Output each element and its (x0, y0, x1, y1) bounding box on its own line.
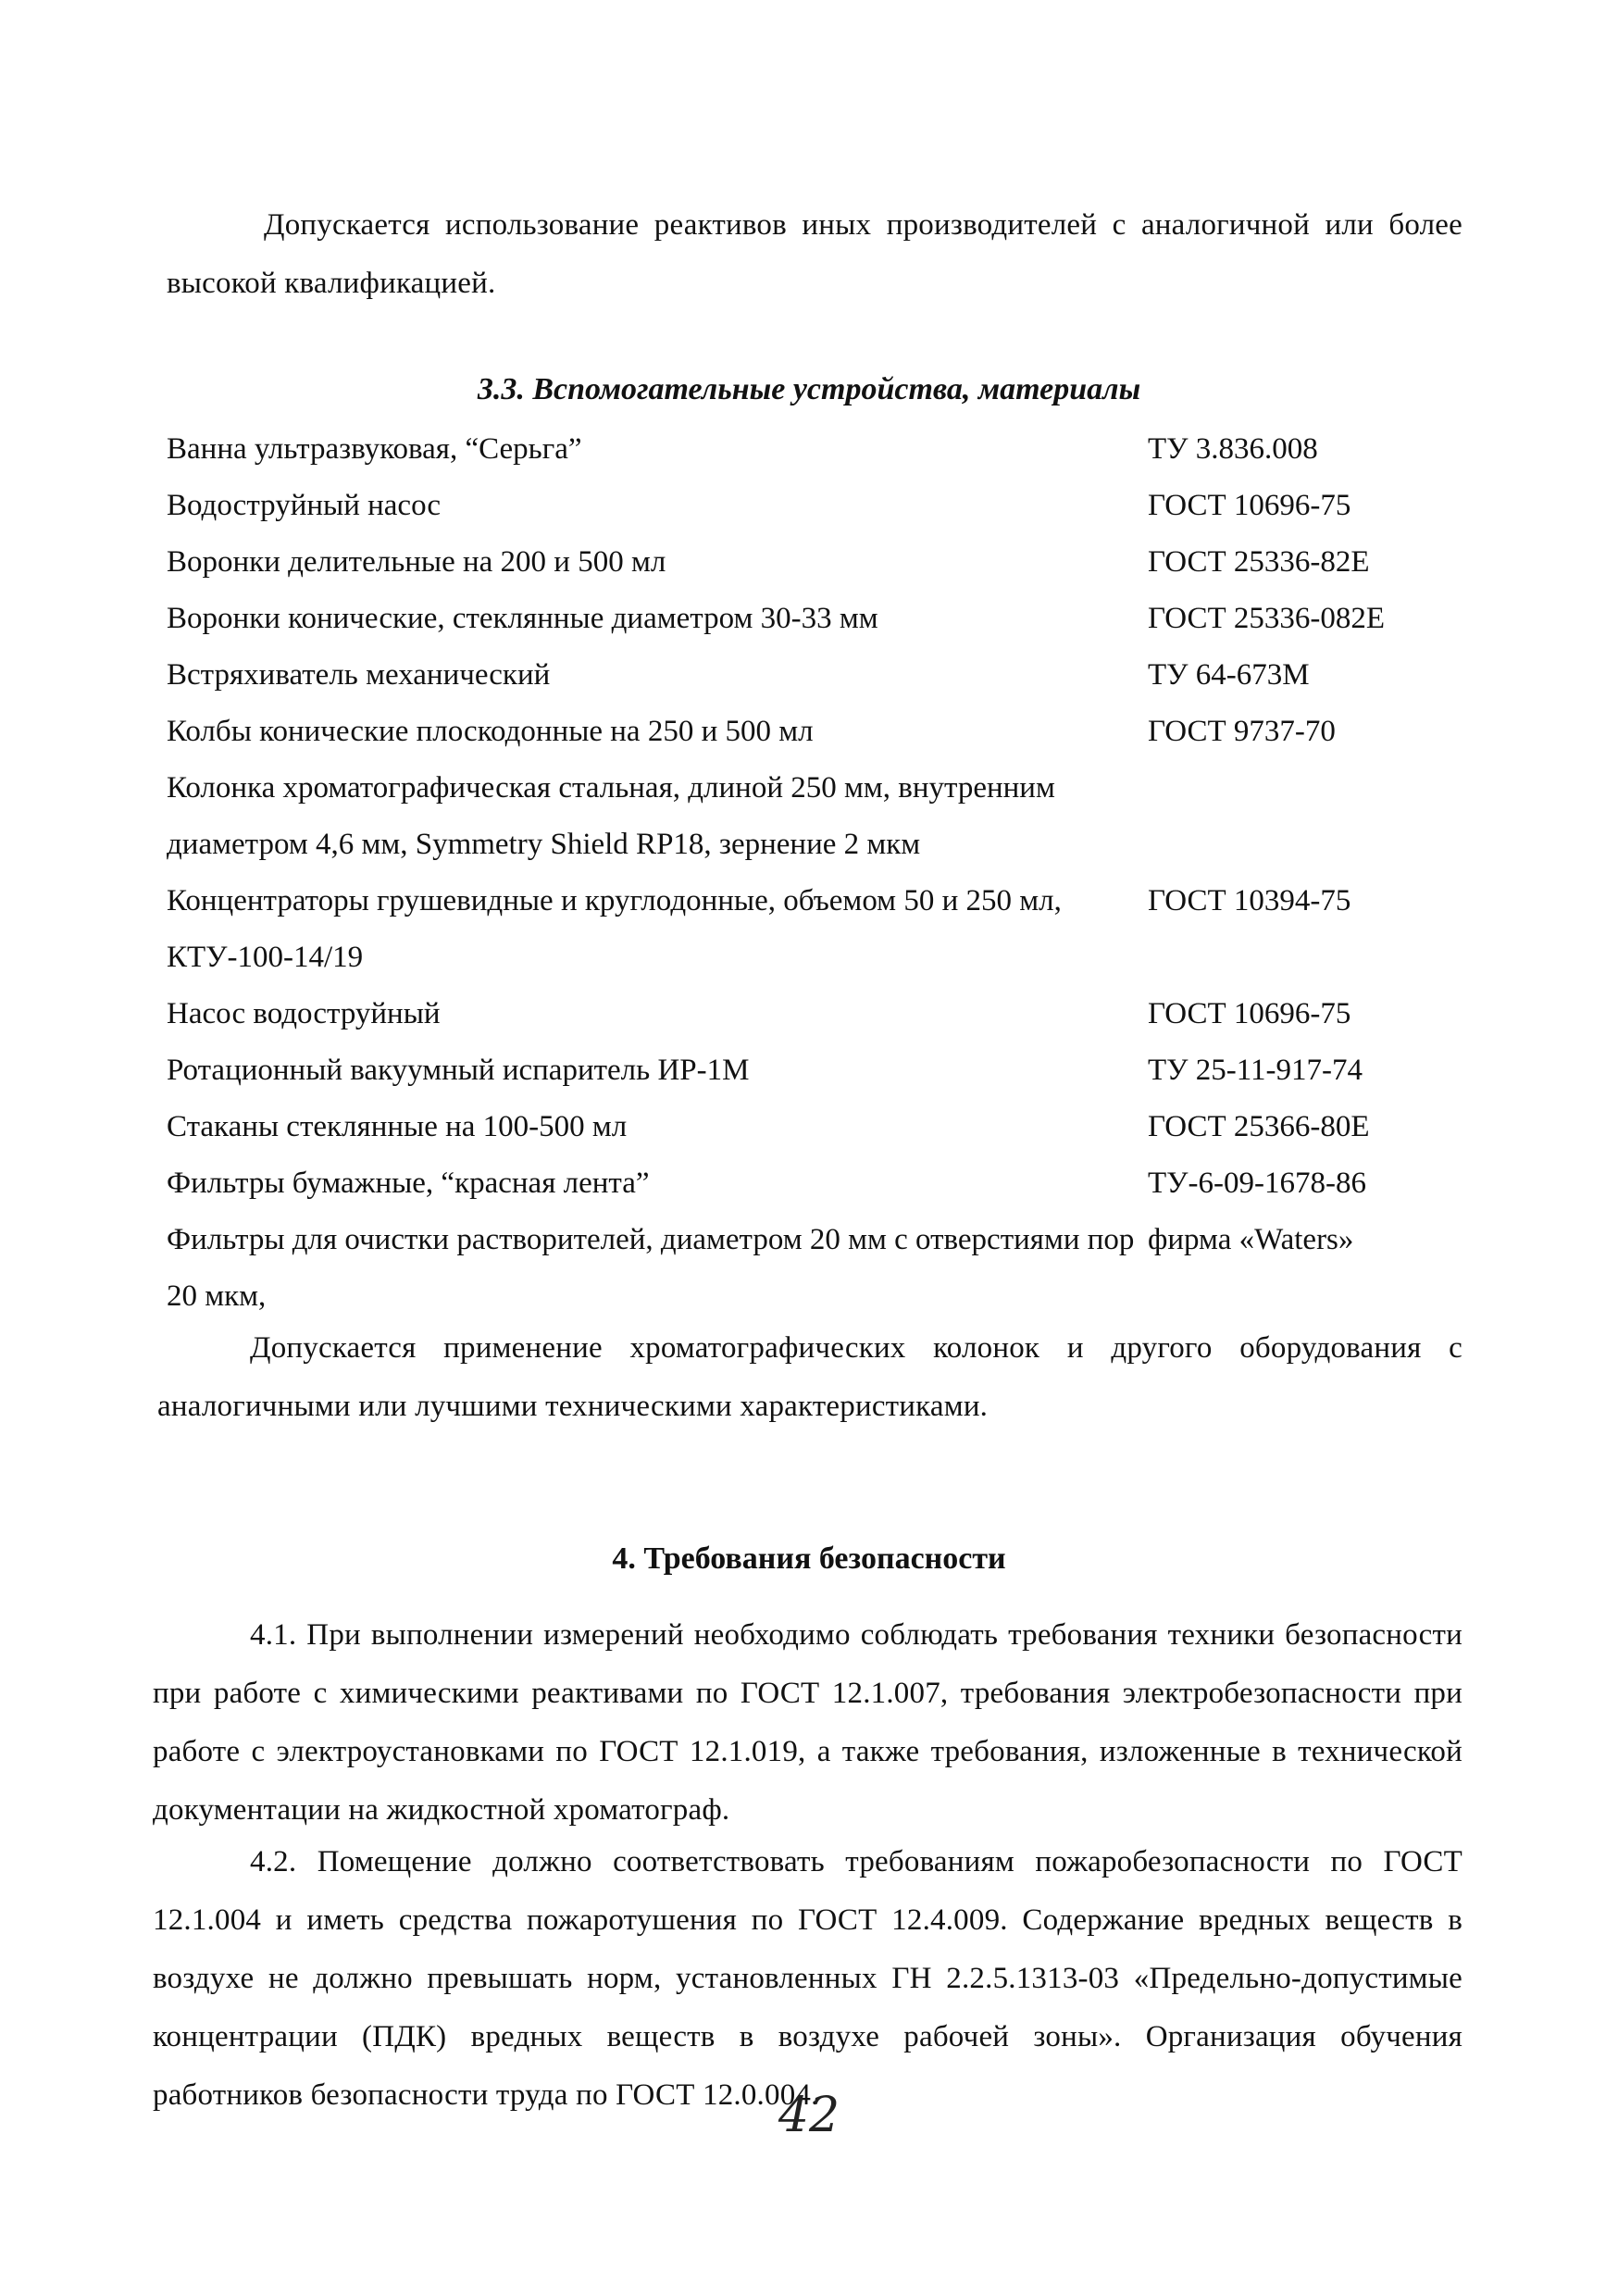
paragraph-4-2: 4.2. Помещение должно соответствовать требованиям пожаробезопасности по ГОСТ 12.1.004 и иметь средства пожаротушения по ГОСТ 12.4.009. Содержание вредных веществ в воздухе не должно превышать норм, установленных ГН 2.2.5.1313-03 «Предельно-допустимые концентрации (ПДК) вредных веществ в воздухе рабочей зоны». Организация обучения работников безопасности труда по ГОСТ 12.0.004. (153, 1845, 1462, 2112)
equipment-standard: ГОСТ 10696-75 (1148, 997, 1351, 1030)
equipment-name: Ротационный вакуумный испаритель ИР-1М (167, 1054, 750, 1087)
equipment-standard: ГОСТ 25366-80Е (1148, 1110, 1370, 1143)
table-row (167, 1212, 1462, 1325)
equipment-name: Колбы конические плоскодонные на 250 и 500 мл (167, 715, 814, 748)
page-number: 42 (778, 2088, 840, 2143)
table-row (167, 704, 1462, 760)
table-row (167, 534, 1462, 591)
equipment-standard: ТУ 3.836.008 (1148, 432, 1318, 466)
section-3-3-title: 3.3. Вспомогательные устройства, материалы (477, 372, 1141, 406)
equipment-name: Концентраторы грушевидные и круглодонные, объемом 50 и 250 мл, КТУ-100-14/19 (167, 884, 1062, 974)
table-row (167, 760, 1462, 873)
table-row (167, 591, 1462, 647)
equipment-name: Воронки конические, стеклянные диаметром 30-33 мм (167, 602, 878, 635)
equipment-name: Насос водоструйный (167, 997, 441, 1030)
equipment-name: Воронки делительные на 200 и 500 мл (167, 545, 666, 579)
table-row (167, 1042, 1462, 1099)
equipment-name: Стаканы стеклянные на 100-500 мл (167, 1110, 628, 1143)
equipment-standard: ГОСТ 25336-82Е (1148, 545, 1370, 579)
equipment-name: Водоструйный насос (167, 489, 442, 522)
equipment-standard: ГОСТ 10394-75 (1148, 884, 1351, 917)
table-row (167, 1099, 1462, 1155)
equipment-name: Колонка хроматографическая стальная, длиной 250 мм, внутренним диаметром 4,6 мм, Symmetry Shield RP18, зернение 2 мкм (167, 771, 1055, 861)
table-row (167, 986, 1462, 1042)
equipment-standard: ТУ 25-11-917-74 (1148, 1054, 1363, 1087)
table-row (167, 1155, 1462, 1212)
table-row (167, 421, 1462, 478)
equipment-standard (1148, 760, 1462, 873)
equipment-standard: ГОСТ 9737-70 (1148, 715, 1336, 748)
equipment-standard: ТУ 64-673М (1148, 658, 1310, 692)
equipment-standard: ГОСТ 25336-082Е (1148, 602, 1386, 635)
equipment-table (167, 421, 1462, 1325)
section-4-title: 4. Требования безопасности (612, 1541, 1006, 1576)
equipment-name: Встряхиватель механический (167, 658, 551, 692)
equipment-standard: ГОСТ 10696-75 (1148, 489, 1351, 522)
equipment-standard: фирма «Waters» (1148, 1223, 1354, 1256)
intro-paragraph: Допускается использование реактивов иных производителей с аналогичной или более высокой квалификацией. (167, 208, 1462, 300)
equipment-name: Фильтры бумажные, “красная лента” (167, 1167, 650, 1200)
equipment-name: Ванна ультразвуковая, “Серьга” (167, 432, 582, 466)
paragraph-4-1: 4.1. При выполнении измерений необходимо соблюдать требования техники безопасности при работе с химическими реактивами по ГОСТ 12.1.007, требования электробезопасности при работе с электроустановками по ГОСТ 12.1.019, а также требования, изложенные в технической документации на жидкостной хроматограф. (153, 1618, 1462, 1827)
table-row (167, 873, 1462, 986)
table-row (167, 647, 1462, 704)
equipment-standard: ТУ-6-09-1678-86 (1148, 1167, 1366, 1200)
equipment-name: Фильтры для очистки растворителей, диаметром 20 мм с отверстиями пор 20 мкм, (167, 1223, 1135, 1313)
equipment-note: Допускается применение хроматографических колонок и другого оборудования с аналогичными или лучшими техническими характеристиками. (157, 1331, 1462, 1423)
table-row (167, 478, 1462, 534)
